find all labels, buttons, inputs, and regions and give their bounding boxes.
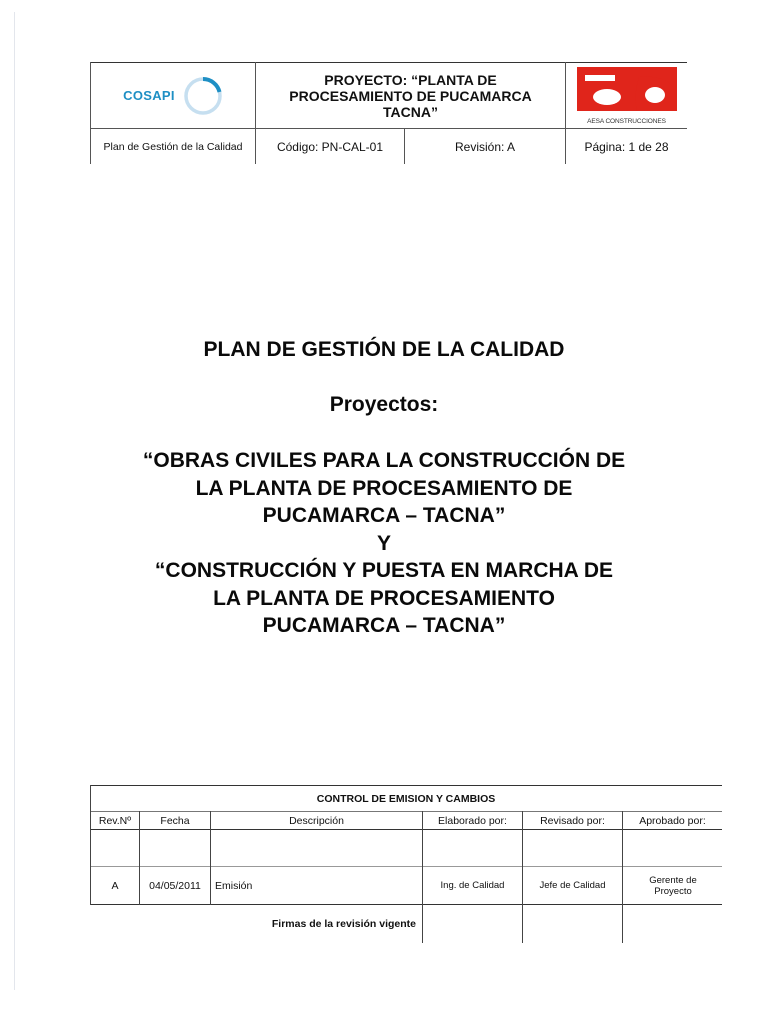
cosapi-logo — [91, 63, 255, 128]
plan-label: Plan de Gestión de la Calidad — [103, 140, 243, 153]
projects-label: Proyectos: — [329, 393, 439, 416]
project-names — [40, 447, 728, 640]
project-name-line: LA PLANTA DE PROCESAMIENTO — [213, 586, 555, 610]
project-name-line: “OBRAS CIVILES PARA LA CONSTRUCCIÓN DE — [142, 449, 626, 472]
project-name-line: PUCAMARCA – TACNA” — [262, 614, 506, 637]
aesa-ac-icon — [577, 67, 677, 111]
column-header: Revisado por: — [540, 814, 605, 827]
project-title — [256, 63, 565, 128]
table-row — [90, 830, 722, 866]
document-header-table — [90, 62, 687, 164]
description-cell: Emisión — [215, 879, 253, 892]
cosapi-ring-icon — [183, 76, 223, 116]
page-edge — [14, 12, 15, 990]
signatures-label: Firmas de la revisión vigente — [271, 918, 416, 930]
signature-field-prepared[interactable] — [423, 905, 522, 943]
project-title-line: PROYECTO: “PLANTA DE — [324, 71, 497, 88]
cosapi-logo-text: COSAPI — [123, 88, 175, 103]
document-title: PLAN DE GESTIÓN DE LA CALIDAD — [203, 338, 565, 361]
column-header: Aprobado por: — [639, 814, 706, 827]
document-code: Código: PN-CAL-01 — [276, 139, 384, 154]
project-name-line: “CONSTRUCCIÓN Y PUESTA EN MARCHA DE — [154, 559, 614, 582]
prepared-by-cell: Ing. de Calidad — [440, 880, 505, 891]
aesa-logo — [566, 65, 687, 127]
page-number: Página: 1 de 28 — [584, 139, 669, 154]
column-header: Rev.Nº — [98, 814, 132, 827]
approved-by-cell: Gerente de Proyecto — [649, 874, 697, 897]
date-cell: 04/05/2011 — [149, 879, 201, 892]
reviewed-by-cell: Jefe de Calidad — [539, 880, 606, 891]
signature-field-approved[interactable] — [623, 905, 722, 943]
aesa-logo-text: AESA CONSTRUCCIONES — [587, 118, 666, 125]
rev-number-cell: A — [111, 879, 119, 892]
signature-field-reviewed[interactable] — [523, 905, 622, 943]
column-header: Elaborado por: — [438, 814, 507, 827]
control-table — [90, 785, 722, 943]
project-name-line: Y — [376, 531, 391, 555]
project-title-line: TACNA” — [383, 103, 438, 120]
project-title-line: PROCESAMIENTO DE PUCAMARCA — [289, 87, 532, 104]
control-table-title: CONTROL DE EMISION Y CAMBIOS — [316, 792, 496, 805]
project-name-line: LA PLANTA DE PROCESAMIENTO DE — [195, 476, 573, 500]
column-header: Descripción — [289, 814, 344, 827]
revision-label: Revisión: A — [454, 139, 516, 154]
column-header: Fecha — [160, 814, 190, 827]
project-name-line: PUCAMARCA – TACNA” — [262, 504, 506, 527]
